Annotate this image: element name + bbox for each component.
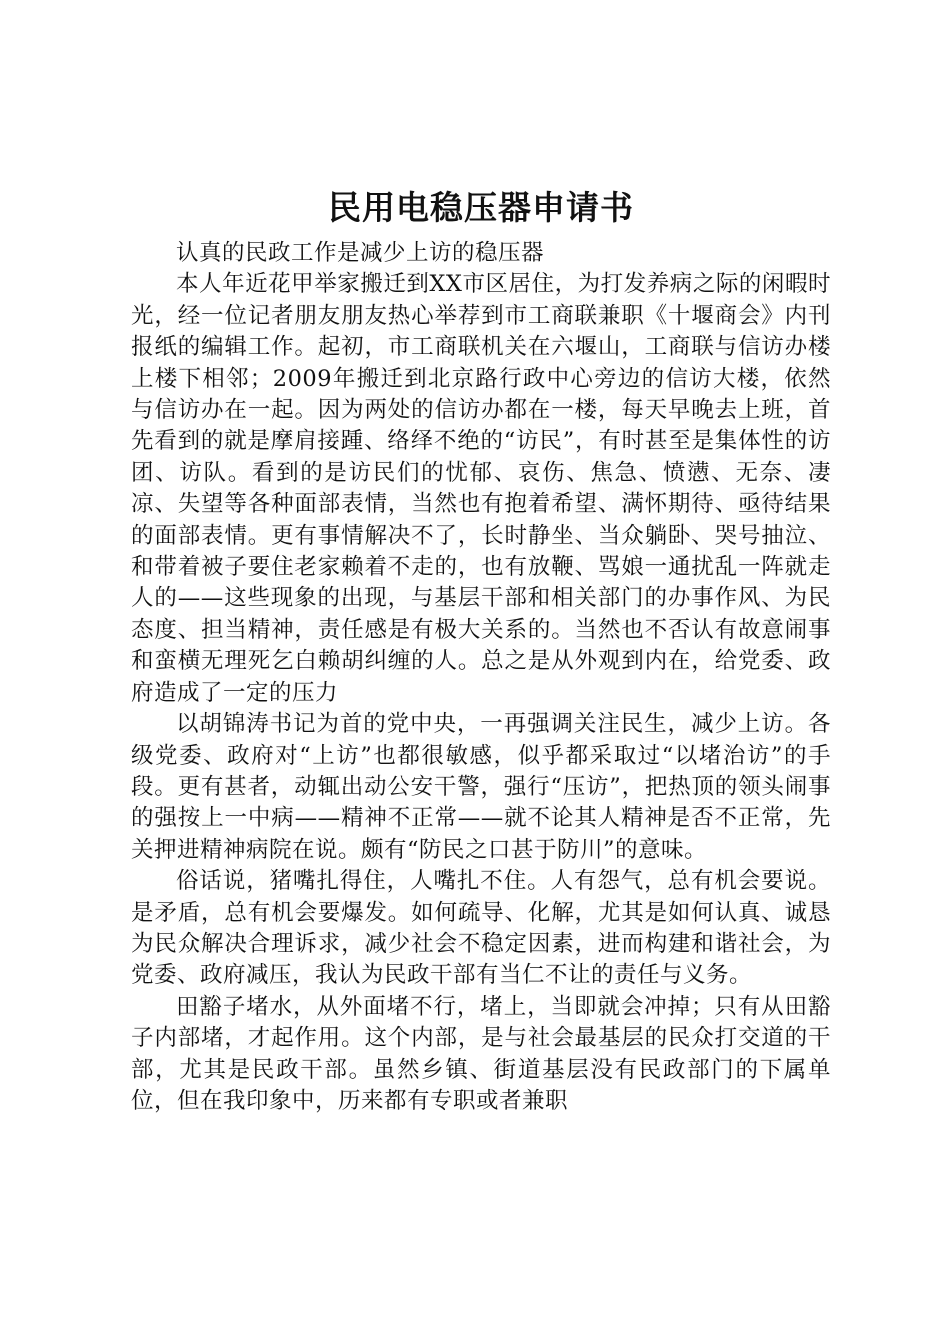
document-body [131, 186, 831, 1117]
paragraph-4: 田豁子堵水，从外面堵不行，堵上，当即就会冲掉；只有从田豁子内部堵，才起作用。这个内部，是与社会最基层的民众打交道的干部，尤其是民政干部。虽然乡镇、街道基层没有民政部门的下属单位，但在我印象中，历来都有专职或者兼职 [131, 993, 831, 1114]
document-title: 民用电稳压器申请书 [328, 188, 634, 227]
paragraph-1: 本人年近花甲举家搬迁到XX市区居住，为打发养病之际的闲暇时光，经一位记者朋友朋友热心举荐到市工商联兼职《十堰商会》内刊报纸的编辑工作。起初，市工商联机关在六堰山，工商联与信访办楼上楼下相邻；2009年搬迁到北京路行政中心旁边的信访大楼，依然与信访办在一起。因为两处的信访办都在一楼，每天早晚去上班，首先看到的就是摩肩接踵、络绎不绝的“访民”，有时甚至是集体性的访团、访队。看到的是访民们的忧郁、哀伤、焦急、愤懑、无奈、凄凉、失望等各种面部表情，当然也有抱着希望、满怀期待、亟待结果的面部表情。更有事情解决不了，长时静坐、当众躺卧、哭号抽泣、和带着被子要住老家赖着不走的，也有放鞭、骂娘一通扰乱一阵就走人的——这些现象的出现，与基层干部和相关部门的办事作风、为民态度、担当精神，责任感是有极大关系的。当然也不否认有故意闹事和蛮横无理死乞白赖胡纠缠的人。总之是从外观到内在，给党委、政府造成了一定的压力 [131, 271, 831, 706]
paragraph-3: 俗话说，猪嘴扎得住，人嘴扎不住。人有怨气，总有机会要说。是矛盾，总有机会要爆发。如何疏导、化解，尤其是如何认真、诚恳为民众解决合理诉求，减少社会不稳定因素，进而构建和谐社会，为党委、政府减压，我认为民政干部有当仁不让的责任与义务。 [131, 868, 831, 989]
paragraph-subtitle: 认真的民政工作是减少上访的稳压器 [176, 240, 545, 266]
paragraph-2: 以胡锦涛书记为首的党中央，一再强调关注民生，减少上访。各级党委、政府对“上访”也都很敏感，似乎都采取过“以堵治访”的手段。更有甚者，动辄出动公安干警，强行“压访”，把热顶的领头闹事的强按上一中病——精神不正常——就不论其人精神是否不正常，先关押进精神病院在说。颇有“防民之口甚于防川”的意味。 [131, 711, 831, 863]
